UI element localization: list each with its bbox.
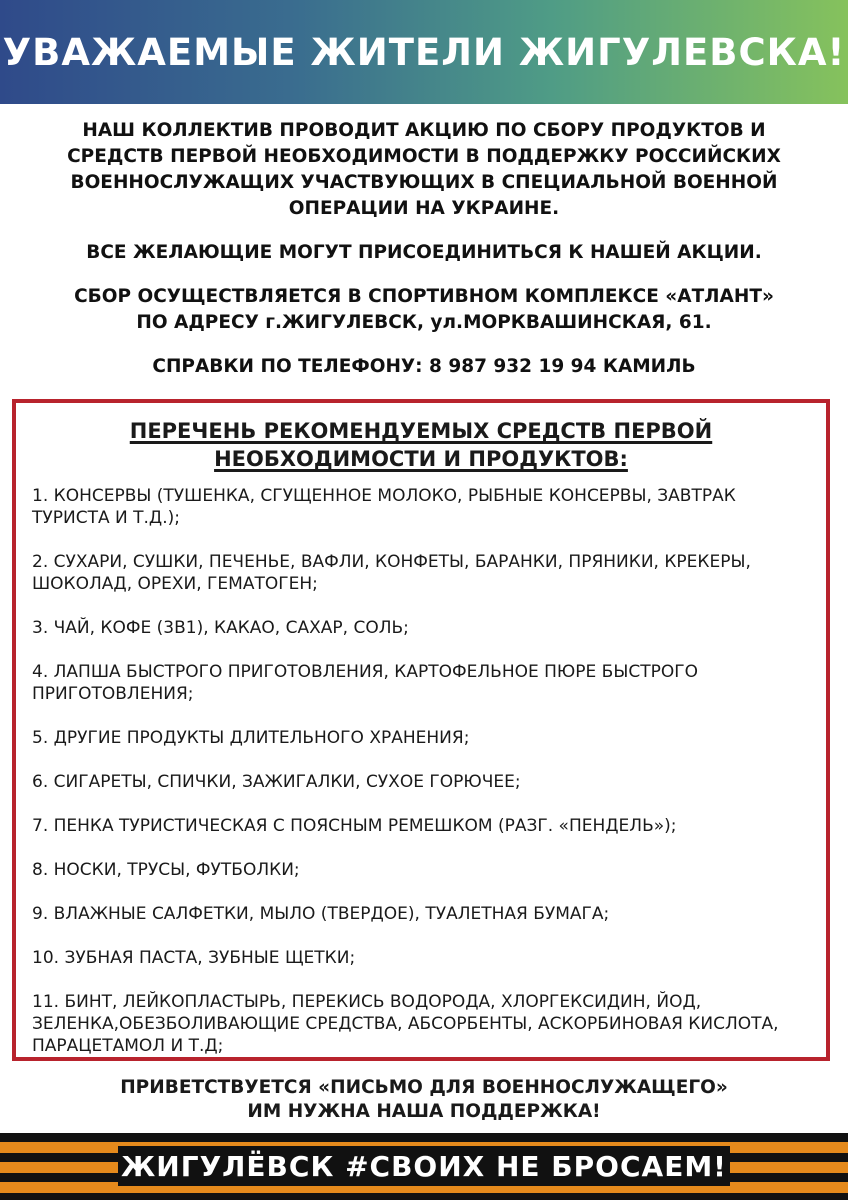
list-item: 11. БИНТ, ЛЕЙКОПЛАСТЫРЬ, ПЕРЕКИСЬ ВОДОРОДА, ХЛОРГЕКСИДИН, ЙОД, ЗЕЛЕНКА,ОБЕЗБОЛИВАЮЩИЕ СРЕДСТВА, АБСОРБЕНТЫ, АСКОРБИНОВАЯ КИСЛОТА, ПАРАЦЕТАМОЛ И Т.Д;	[32, 992, 779, 1056]
join-text: ВСЕ ЖЕЛАЮЩИЕ МОГУТ ПРИСОЕДИНИТЬСЯ К НАШЕЙ АКЦИИ.	[86, 242, 762, 263]
recommended-items-box	[12, 399, 830, 1061]
page-title: УВАЖАЕМЫЕ ЖИТЕЛИ ЖИГУЛЕВСКА!	[2, 30, 846, 74]
list-item: 3. ЧАЙ, КОФЕ (3В1), КАКАО, САХАР, СОЛЬ;	[32, 618, 409, 638]
list-item: 1. КОНСЕРВЫ (ТУШЕНКА, СГУЩЕННОЕ МОЛОКО, РЫБНЫЕ КОНСЕРВЫ, ЗАВТРАК ТУРИСТА И Т.Д.);	[32, 486, 736, 528]
intro-line-1: НАШ КОЛЛЕКТИВ ПРОВОДИТ АКЦИЮ ПО СБОРУ ПРОДУКТОВ И	[82, 120, 766, 141]
ribbon-label	[118, 1146, 730, 1186]
list-title-line-1: ПЕРЕЧЕНЬ РЕКОМЕНДУЕМЫХ СРЕДСТВ ПЕРВОЙ	[129, 419, 713, 443]
footer-line-2: ИМ НУЖНА НАША ПОДДЕРЖКА!	[247, 1101, 601, 1122]
list-item: 5. ДРУГИЕ ПРОДУКТЫ ДЛИТЕЛЬНОГО ХРАНЕНИЯ;	[32, 728, 470, 748]
list-item: 10. ЗУБНАЯ ПАСТА, ЗУБНЫЕ ЩЕТКИ;	[32, 948, 356, 968]
footer-message	[20, 1076, 828, 1124]
intro-line-4: ОПЕРАЦИИ НА УКРАИНЕ.	[288, 198, 560, 219]
intro-block	[20, 118, 828, 380]
list-item: 4. ЛАПША БЫСТРОГО ПРИГОТОВЛЕНИЯ, КАРТОФЕЛЬНОЕ ПЮРЕ БЫСТРОГО ПРИГОТОВЛЕНИЯ;	[32, 662, 698, 704]
items-list	[32, 485, 810, 1057]
footer-line-1: ПРИВЕТСТВУЕТСЯ «ПИСЬМО ДЛЯ ВОЕННОСЛУЖАЩЕГО»	[120, 1077, 728, 1098]
phone-info: СПРАВКИ ПО ТЕЛЕФОНУ: 8 987 932 19 94 КАМИЛЬ	[152, 356, 696, 377]
header-banner	[0, 0, 848, 104]
intro-line-3: ВОЕННОСЛУЖАЩИХ УЧАСТВУЮЩИХ В СПЕЦИАЛЬНОЙ ВОЕННОЙ	[70, 172, 778, 193]
list-item: 6. СИГАРЕТЫ, СПИЧКИ, ЗАЖИГАЛКИ, СУХОЕ ГОРЮЧЕЕ;	[32, 772, 521, 792]
list-title-line-2: НЕОБХОДИМОСТИ И ПРОДУКТОВ:	[214, 447, 628, 471]
list-item: 9. ВЛАЖНЫЕ САЛФЕТКИ, МЫЛО (ТВЕРДОЕ), ТУАЛЕТНАЯ БУМАГА;	[32, 904, 610, 924]
intro-line-2: СРЕДСТВ ПЕРВОЙ НЕОБХОДИМОСТИ В ПОДДЕРЖКУ РОССИЙСКИХ	[67, 146, 781, 167]
list-item: 2. СУХАРИ, СУШКИ, ПЕЧЕНЬЕ, ВАФЛИ, КОНФЕТЫ, БАРАНКИ, ПРЯНИКИ, КРЕКЕРЫ, ШОКОЛАД, ОРЕХИ, ГЕМАТОГЕН;	[32, 552, 751, 594]
location-line-1: СБОР ОСУЩЕСТВЛЯЕТСЯ В СПОРТИВНОМ КОМПЛЕКСЕ «АТЛАНТ»	[74, 286, 774, 307]
ribbon-label-text: ЖИГУЛЁВСК #СВОИХ НЕ БРОСАЕМ!	[121, 1149, 727, 1183]
list-item: 8. НОСКИ, ТРУСЫ, ФУТБОЛКИ;	[32, 860, 300, 880]
location-line-2: ПО АДРЕСУ г.ЖИГУЛЕВСК, ул.МОРКВАШИНСКАЯ, 61.	[136, 312, 712, 333]
list-title	[32, 417, 810, 473]
list-item: 7. ПЕНКА ТУРИСТИЧЕСКАЯ С ПОЯСНЫМ РЕМЕШКОМ (РАЗГ. «ПЕНДЕЛЬ»);	[32, 816, 677, 836]
